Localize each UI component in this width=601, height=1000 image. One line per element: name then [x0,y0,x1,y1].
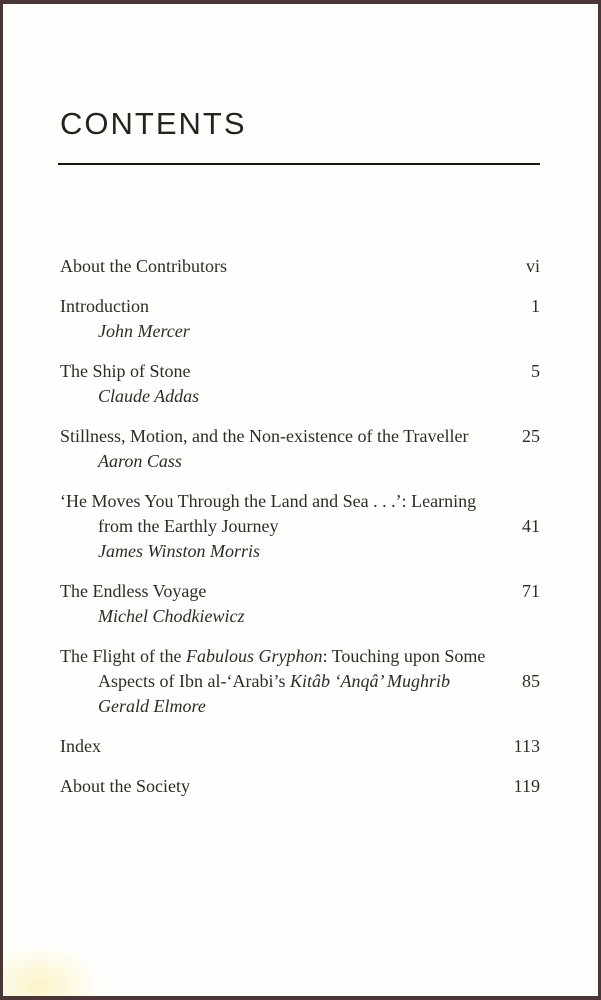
toc-entry-line [60,384,540,409]
toc-line-text: from the Earthly Journey [98,516,279,536]
toc-entry [60,254,540,279]
toc-page-number: 113 [513,736,540,756]
toc-line-text: The Flight of the Fabulous Gryphon: Touching upon Some [60,646,486,666]
toc-line-text: James Winston Morris [98,541,260,561]
toc-entry [60,734,540,759]
toc-line-text: The Ship of Stone [60,361,191,381]
toc-entry-line [60,774,540,799]
toc-page-number: 119 [513,776,540,796]
toc-entry-line [60,694,540,719]
toc-entry-line [60,254,540,279]
toc-entry [60,579,540,629]
toc-page-number: 85 [522,671,540,691]
toc-line-text: Aspects of Ibn al-‘Arabi’s Kitâb ‘Anqâ’ Mughrib [98,671,450,691]
toc-line-text: Stillness, Motion, and the Non-existence of the Traveller [60,426,469,446]
toc-entry-line [60,669,540,694]
toc-entry-line [60,449,540,474]
toc-entry-line [60,644,540,669]
toc-entry-line [60,294,540,319]
toc-line-text: About the Contributors [60,256,227,276]
toc-entry-line [60,539,540,564]
toc-entry-line [60,359,540,384]
toc-entry-line [60,489,540,514]
toc-line-text: Aaron Cass [98,451,182,471]
toc-page-number: 71 [522,581,540,601]
toc-line-text: The Endless Voyage [60,581,207,601]
toc-line-text: Gerald Elmore [98,696,206,716]
toc-entry [60,294,540,344]
toc-line-text: Introduction [60,296,149,316]
toc-line-text: Claude Addas [98,386,200,406]
toc-page-number: 5 [531,361,540,381]
toc-entry-line [60,514,540,539]
toc-page-number: 1 [531,296,540,316]
toc-line-text: Michel Chodkiewicz [98,606,245,626]
toc-entry-line [60,319,540,344]
toc-list [60,254,540,814]
toc-line-text: About the Society [60,776,190,796]
toc-entry-line [60,424,540,449]
page-title: CONTENTS [60,106,247,141]
toc-line-text: Index [60,736,101,756]
toc-page-number: 41 [522,516,540,536]
toc-entry-line [60,604,540,629]
toc-entry [60,424,540,474]
toc-entry [60,489,540,564]
toc-page-number: vi [525,256,540,276]
toc-page-number: 25 [522,426,540,446]
toc-entry-line [60,734,540,759]
toc-line-text: John Mercer [98,321,190,341]
toc-entry [60,359,540,409]
title-rule [58,163,540,165]
toc-entry [60,774,540,799]
toc-entry [60,644,540,719]
toc-line-text: ‘He Moves You Through the Land and Sea . . .’: Learning [60,491,477,511]
toc-entry-line [60,579,540,604]
